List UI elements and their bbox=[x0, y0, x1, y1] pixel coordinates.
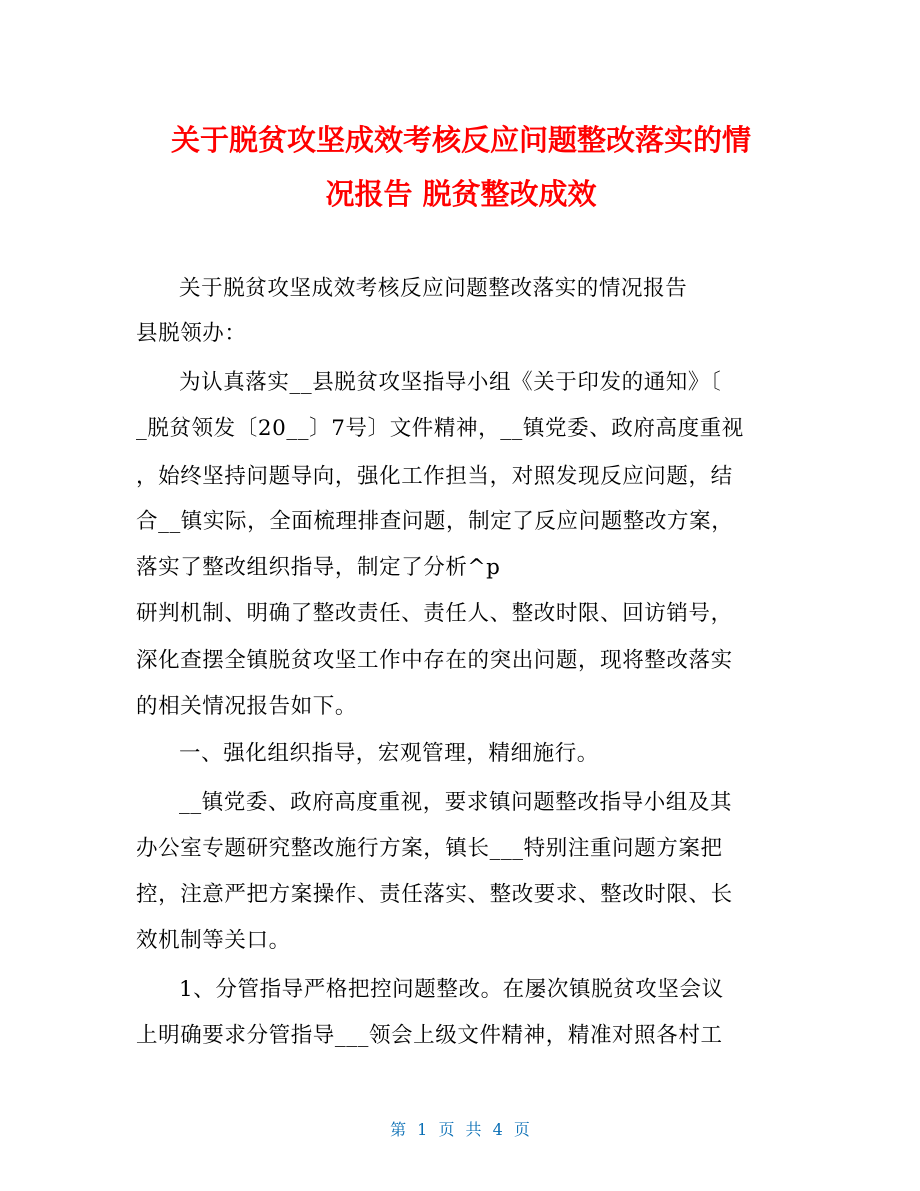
body-line: 的相关情况报告如下。 bbox=[136, 694, 358, 719]
document-title-line-2: 况报告 脱贫整改成效 bbox=[325, 177, 597, 211]
page-number-footer: 第 1 页 共 4 页 bbox=[390, 1120, 530, 1139]
body-line: 办公室专题研究整改施行方案，镇长___特别注重问题方案把 bbox=[136, 836, 723, 861]
body-line: 为认真落实__县脱贫攻坚指导小组《关于印发的通知》〔 bbox=[179, 370, 722, 395]
body-line: 研判机制、明确了整改责任、责任人、整改时限、回访销号， bbox=[136, 601, 733, 626]
body-line: 控，注意严把方案操作、责任落实、整改要求、整改时限、长 bbox=[136, 882, 733, 907]
body-line: 深化查摆全镇脱贫攻坚工作中存在的突出问题，现将整改落实 bbox=[136, 648, 733, 673]
body-line: ，始终坚持问题导向，强化工作担当，对照发现反应问题，结 bbox=[136, 464, 733, 489]
body-line: 合__镇实际，全面梳理排查问题，制定了反应问题整改方案， bbox=[136, 509, 734, 534]
body-line: 县脱领办： bbox=[136, 321, 247, 346]
document-title-line-1: 关于脱贫攻坚成效考核反应问题整改落实的情 bbox=[170, 123, 751, 157]
body-line: 1、分管指导严格把控问题整改。在屡次镇脱贫攻坚会议 bbox=[179, 977, 724, 1002]
body-line: 效机制等关口。 bbox=[136, 928, 291, 953]
body-line: _脱贫领发〔20__〕7号〕文件精神，__镇党委、政府高度重视 bbox=[136, 416, 744, 441]
body-line: __镇党委、政府高度重视，要求镇问题整改指导小组及其 bbox=[179, 790, 733, 815]
body-line: 落实了整改组织指导，制定了分析^p bbox=[136, 555, 501, 580]
body-line: 关于脱贫攻坚成效考核反应问题整改落实的情况报告 bbox=[179, 276, 688, 301]
body-line: 上明确要求分管指导___领会上级文件精神，精准对照各村工 bbox=[136, 1023, 723, 1048]
body-line: 一、强化组织指导，宏观管理，精细施行。 bbox=[179, 741, 599, 766]
